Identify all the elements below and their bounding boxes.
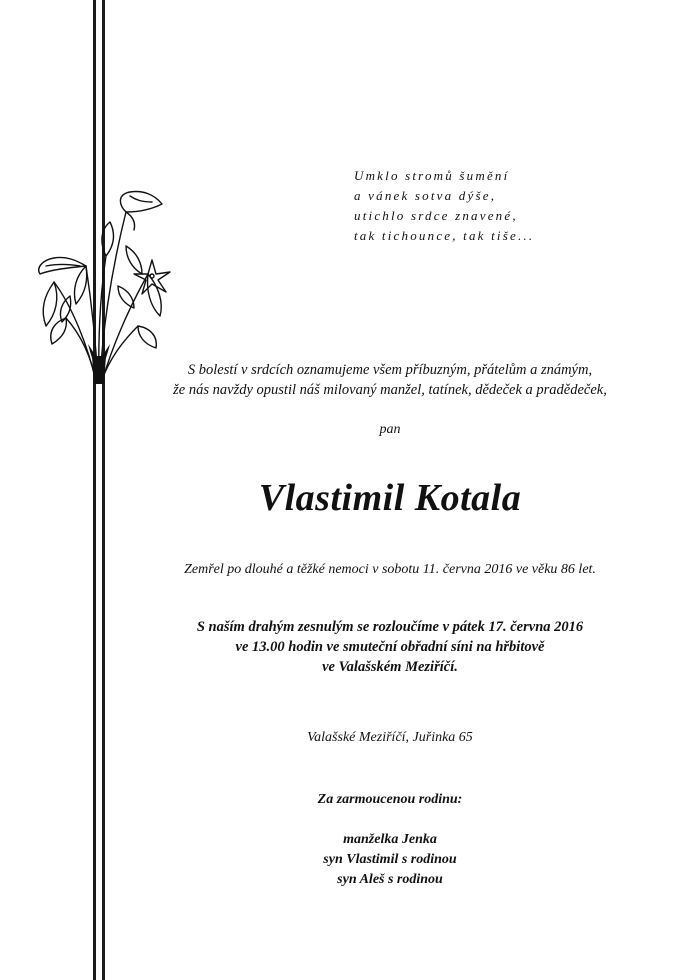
family-member: syn Aleš s rodinou bbox=[337, 872, 443, 887]
funeral-line: ve Valašském Meziříčí. bbox=[322, 659, 458, 675]
vertical-rule-left bbox=[93, 0, 96, 980]
intro-line: že nás navždy opustil náš milovaný manžel, tatínek, dědeček a pradědeček, bbox=[173, 382, 607, 398]
family-member: syn Vlastimil s rodinou bbox=[323, 852, 457, 867]
calla-lily-bouquet-icon bbox=[26, 186, 172, 386]
funeral-details bbox=[110, 617, 670, 677]
death-notice: Zemřel po dlouhé a těžké nemoci v sobotu 11. června 2016 ve věku 86 let. bbox=[184, 562, 596, 577]
family-member: manželka Jenka bbox=[343, 832, 437, 847]
funeral-line: ve 13.00 hodin ve smuteční obřadní síni na hřbitově bbox=[235, 639, 545, 655]
poem bbox=[354, 166, 594, 246]
announcement-intro bbox=[110, 360, 670, 400]
deceased-name: Vlastimil Kotala bbox=[258, 477, 522, 519]
vertical-rule-right bbox=[102, 0, 105, 980]
poem-line: utichlo srdce znavené, bbox=[354, 208, 518, 223]
address: Valašské Meziříčí, Juřinka 65 bbox=[307, 730, 473, 745]
honorific: pan bbox=[379, 422, 401, 437]
poem-line: a vánek sotva dýše, bbox=[354, 188, 497, 203]
family-label: Za zarmoucenou rodinu: bbox=[317, 792, 463, 807]
family-list bbox=[110, 830, 670, 890]
poem-line: Umklo stromů šumění bbox=[354, 168, 510, 183]
poem-line: tak tichounce, tak tiše... bbox=[354, 228, 535, 243]
intro-line: S bolestí v srdcích oznamujeme všem příbuzným, přátelům a známým, bbox=[187, 362, 593, 378]
funeral-line: S naším drahým zesnulým se rozloučíme v pátek 17. června 2016 bbox=[196, 619, 584, 635]
